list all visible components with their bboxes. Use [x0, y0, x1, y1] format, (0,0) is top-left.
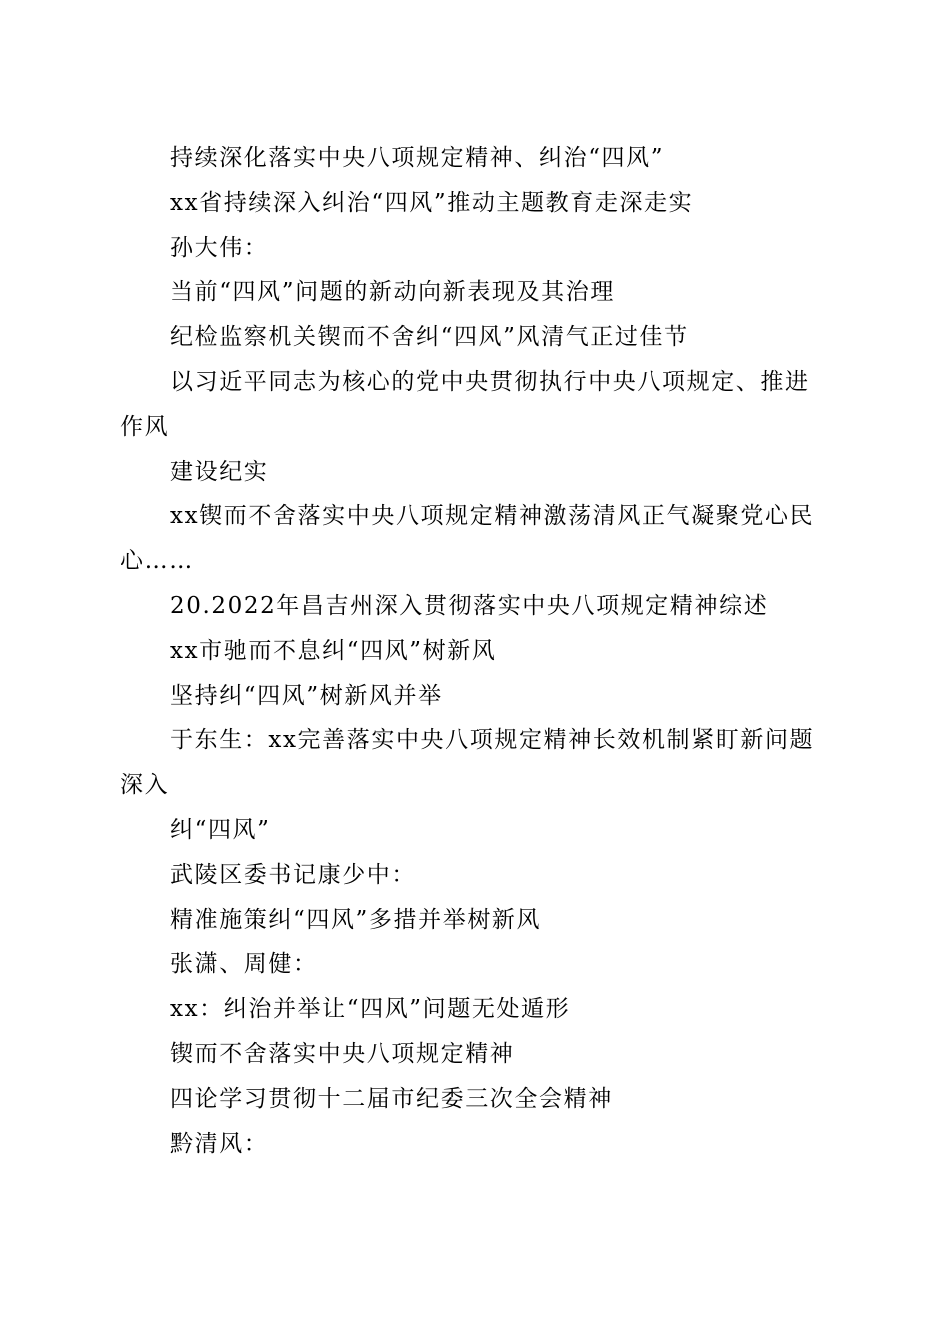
paragraph-7: 建设纪实 [170, 458, 269, 485]
paragraph-19: 四论学习贯彻十二届市纪委三次全会精神 [170, 1085, 613, 1112]
paragraph-10: xx市驰而不息纠“四风”树新风 [170, 637, 497, 664]
document-body [120, 136, 825, 1166]
paragraph-15: 精准施策纠“四风”多措并举树新风 [170, 906, 542, 933]
paragraph-5: 纪检监察机关锲而不舍纠“四风”风清气正过佳节 [170, 324, 689, 351]
paragraph-12: 于东生：xx完善落实中央八项规定精神长效机制紧盯新问题深入 [120, 727, 815, 799]
paragraph-11: 坚持纠“四风”树新风并举 [170, 682, 443, 709]
paragraph-13: 纠“四风” [170, 816, 271, 843]
paragraph-20: 黔清风： [170, 1130, 269, 1157]
paragraph-6: 以习近平同志为核心的党中央贯彻执行中央八项规定、推进作风 [120, 368, 810, 440]
paragraph-1: 持续深化落实中央八项规定精神、纠治“四风” [170, 145, 665, 171]
paragraph-16: 张潇、周健： [170, 951, 318, 978]
paragraph-3: 孙大伟： [170, 234, 269, 261]
paragraph-14: 武陵区委书记康少中： [170, 861, 416, 888]
paragraph-18: 锲而不舍落实中央八项规定精神 [170, 1040, 515, 1067]
paragraph-8: xx锲而不舍落实中央八项规定精神激荡清风正气凝聚党心民心…… [120, 503, 815, 575]
paragraph-4: 当前“四风”问题的新动向新表现及其治理 [170, 279, 615, 306]
paragraph-17: xx：纠治并举让“四风”问题无处遁形 [170, 996, 571, 1023]
paragraph-2: xx省持续深入纠治“四风”推动主题教育走深走实 [170, 189, 694, 216]
paragraph-9: 20.2022年昌吉州深入贯彻落实中央八项规定精神综述 [170, 592, 769, 619]
